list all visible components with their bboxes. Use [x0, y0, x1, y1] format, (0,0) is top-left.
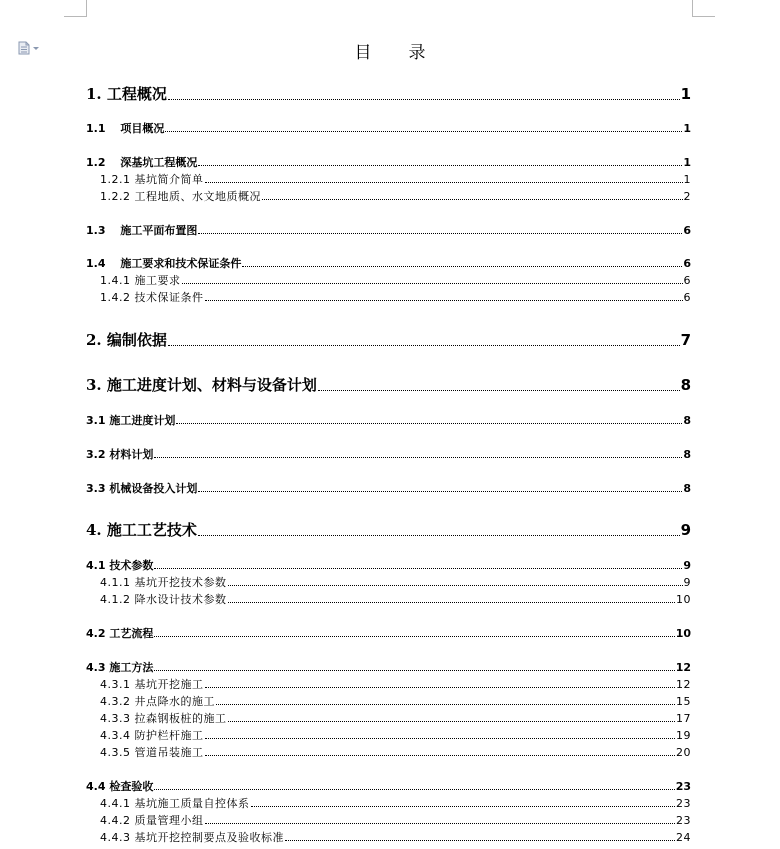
toc-entry-4-3-3[interactable]: [100, 713, 691, 724]
toc-entry-label: 3.3 机械设备投入计划: [86, 482, 198, 495]
toc-leader-dots: [198, 535, 680, 536]
toc-page-number: 6: [683, 291, 691, 304]
toc-entry-label: 1. 工程概况: [86, 85, 167, 103]
toc-entry-label: 4.3.3 拉森钢板桩的施工: [100, 712, 227, 725]
toc-entry-4[interactable]: [86, 523, 691, 538]
toc-page-number: 19: [676, 729, 691, 742]
toc-page-number: 24: [676, 831, 691, 844]
toc-page-number: 1: [683, 173, 691, 186]
toc-leader-dots: [205, 738, 676, 739]
toc-entry-label: 4.4.2 质量管理小组: [100, 814, 204, 827]
toc-page-number: 12: [675, 661, 691, 674]
toc-entry-1-4-2[interactable]: [100, 292, 691, 303]
toc-entry-4-3-4[interactable]: [100, 730, 691, 741]
toc-entry-3[interactable]: [86, 378, 691, 393]
toc-entry-label: 4.3 施工方法: [86, 661, 154, 674]
toc-entry-4-3-5[interactable]: [100, 747, 691, 758]
toc-entry-label: 1.4.2 技术保证条件: [100, 291, 204, 304]
toc-entry-label: 4.3.4 防护栏杆施工: [100, 729, 204, 742]
toc-page-number: 8: [683, 448, 691, 461]
toc-entry-label: 4.3.2 井点降水的施工: [100, 695, 215, 708]
toc-entry-label: 4.3.1 基坑开挖施工: [100, 678, 204, 691]
toc-entry-4-4-1[interactable]: [100, 798, 691, 809]
toc-entry-4-4-2[interactable]: [100, 815, 691, 826]
toc-entry-label: 3. 施工进度计划、材料与设备计划: [86, 376, 317, 394]
toc-page-number: 8: [683, 482, 691, 495]
toc-leader-dots: [216, 704, 675, 705]
toc-entry-label: 4.4.3 基坑开挖控制要点及验收标准: [100, 831, 284, 844]
toc-page-number: 6: [683, 224, 691, 237]
toc-leader-dots: [168, 99, 680, 100]
toc-page-number: 10: [675, 627, 691, 640]
toc-leader-dots: [228, 721, 676, 722]
toc-entry-label: 1.2.2 工程地质、水文地质概况: [100, 190, 261, 203]
toc-leader-dots: [251, 806, 676, 807]
toc-leader-dots: [228, 585, 683, 586]
toc-page-number: 15: [676, 695, 691, 708]
toc-entry-label: 4.4.1 基坑施工质量自控体系: [100, 797, 250, 810]
toc-page-number: 20: [676, 746, 691, 759]
toc-page-number: 23: [675, 780, 691, 793]
toc-leader-dots: [285, 840, 675, 841]
toc-entry-1[interactable]: [86, 87, 691, 102]
toc-leader-dots: [228, 602, 676, 603]
toc-entry-4-2[interactable]: [86, 628, 691, 639]
toc-entry-1-4-1[interactable]: [100, 275, 691, 286]
toc-page-number: 9: [683, 576, 691, 589]
toc-leader-dots: [205, 182, 683, 183]
toc-entry-1-3[interactable]: [86, 225, 691, 236]
toc-title: 目 录: [354, 43, 436, 63]
toc-entry-4-1[interactable]: [86, 560, 691, 571]
toc-entry-3-3[interactable]: [86, 483, 691, 494]
toc-leader-dots: [154, 457, 682, 458]
toc-entry-label: 4.1.1 基坑开挖技术参数: [100, 576, 227, 589]
toc-entry-2[interactable]: [86, 333, 691, 348]
toc-entry-4-3-2[interactable]: [100, 696, 691, 707]
toc-page-number: 10: [676, 593, 691, 606]
toc-leader-dots: [198, 233, 682, 234]
toc-leader-dots: [154, 636, 674, 637]
toc-leader-dots: [205, 755, 676, 756]
toc-entry-label: 3.1 施工进度计划: [86, 414, 176, 427]
toc-entry-3-1[interactable]: [86, 415, 691, 426]
toc-leader-dots: [318, 390, 680, 391]
toc-page-number: 6: [683, 274, 691, 287]
toc-leader-dots: [154, 568, 682, 569]
toc-page-number: 1: [683, 122, 691, 135]
toc-entry-label: 3.2 材料计划: [86, 448, 154, 461]
toc-page-number: 9: [680, 521, 691, 539]
toc-leader-dots: [262, 199, 683, 200]
toc-page-number: 2: [683, 190, 691, 203]
toc-entry-label: 1.2 深基坑工程概况: [86, 156, 198, 169]
toc-entry-label: 2. 编制依据: [86, 331, 167, 349]
toc-entry-1-2-2[interactable]: [100, 191, 691, 202]
toc-leader-dots: [154, 789, 674, 790]
toc-leader-dots: [205, 687, 676, 688]
toc-leader-dots: [165, 131, 682, 132]
toc-entry-1-1[interactable]: [86, 123, 691, 134]
toc-page-number: 8: [680, 376, 691, 394]
page-margin-corner-left: [64, 0, 87, 17]
toc-entry-label: 4.3.5 管道吊装施工: [100, 746, 204, 759]
toc-entry-4-1-1[interactable]: [100, 577, 691, 588]
page-margin-corner-right: [692, 0, 715, 17]
toc-page-number: 23: [676, 814, 691, 827]
toc-leader-dots: [205, 300, 683, 301]
toc-entry-label: 4.1.2 降水设计技术参数: [100, 593, 227, 606]
toc-page-number: 17: [676, 712, 691, 725]
toc-page-number: 7: [680, 331, 691, 349]
toc-leader-dots: [198, 165, 682, 166]
toc-leader-dots: [242, 266, 682, 267]
toc-page-number: 1: [680, 85, 691, 103]
toc-entry-label: 1.4 施工要求和技术保证条件: [86, 257, 242, 270]
toc-entry-1-2[interactable]: [86, 157, 691, 168]
toc-entry-4-4[interactable]: [86, 781, 691, 792]
toc-entry-4-3[interactable]: [86, 662, 691, 673]
toc-entry-4-1-2[interactable]: [100, 594, 691, 605]
toc-page-number: 12: [676, 678, 691, 691]
toc-leader-dots: [205, 823, 676, 824]
toc-entry-label: 4.1 技术参数: [86, 559, 154, 572]
toc-entry-4-4-3[interactable]: [100, 832, 691, 843]
toc-page-number: 9: [683, 559, 691, 572]
toc-leader-dots: [198, 491, 682, 492]
toc-leader-dots: [176, 423, 682, 424]
toc-page-number: 6: [683, 257, 691, 270]
toc-entry-label: 1.1 项目概况: [86, 122, 165, 135]
toc-entry-label: 1.4.1 施工要求: [100, 274, 181, 287]
toc-entry-1-4[interactable]: [86, 258, 691, 269]
toc-entry-4-3-1[interactable]: [100, 679, 691, 690]
toc-page-number: 8: [683, 414, 691, 427]
toc-leader-dots: [154, 670, 674, 671]
toc-entry-label: 1.2.1 基坑简介简单: [100, 173, 204, 186]
toc-entry-label: 4. 施工工艺技术: [86, 521, 197, 539]
toc-entry-1-2-1[interactable]: [100, 174, 691, 185]
toc-entry-label: 4.2 工艺流程: [86, 627, 154, 640]
toc-leader-dots: [168, 345, 680, 346]
toc-page-number: 1: [683, 156, 691, 169]
toc-entry-3-2[interactable]: [86, 449, 691, 460]
toc-leader-dots: [182, 283, 683, 284]
toc-page-number: 23: [676, 797, 691, 810]
toc-entry-label: 4.4 检查验收: [86, 780, 154, 793]
toc-entry-label: 1.3 施工平面布置图: [86, 224, 198, 237]
